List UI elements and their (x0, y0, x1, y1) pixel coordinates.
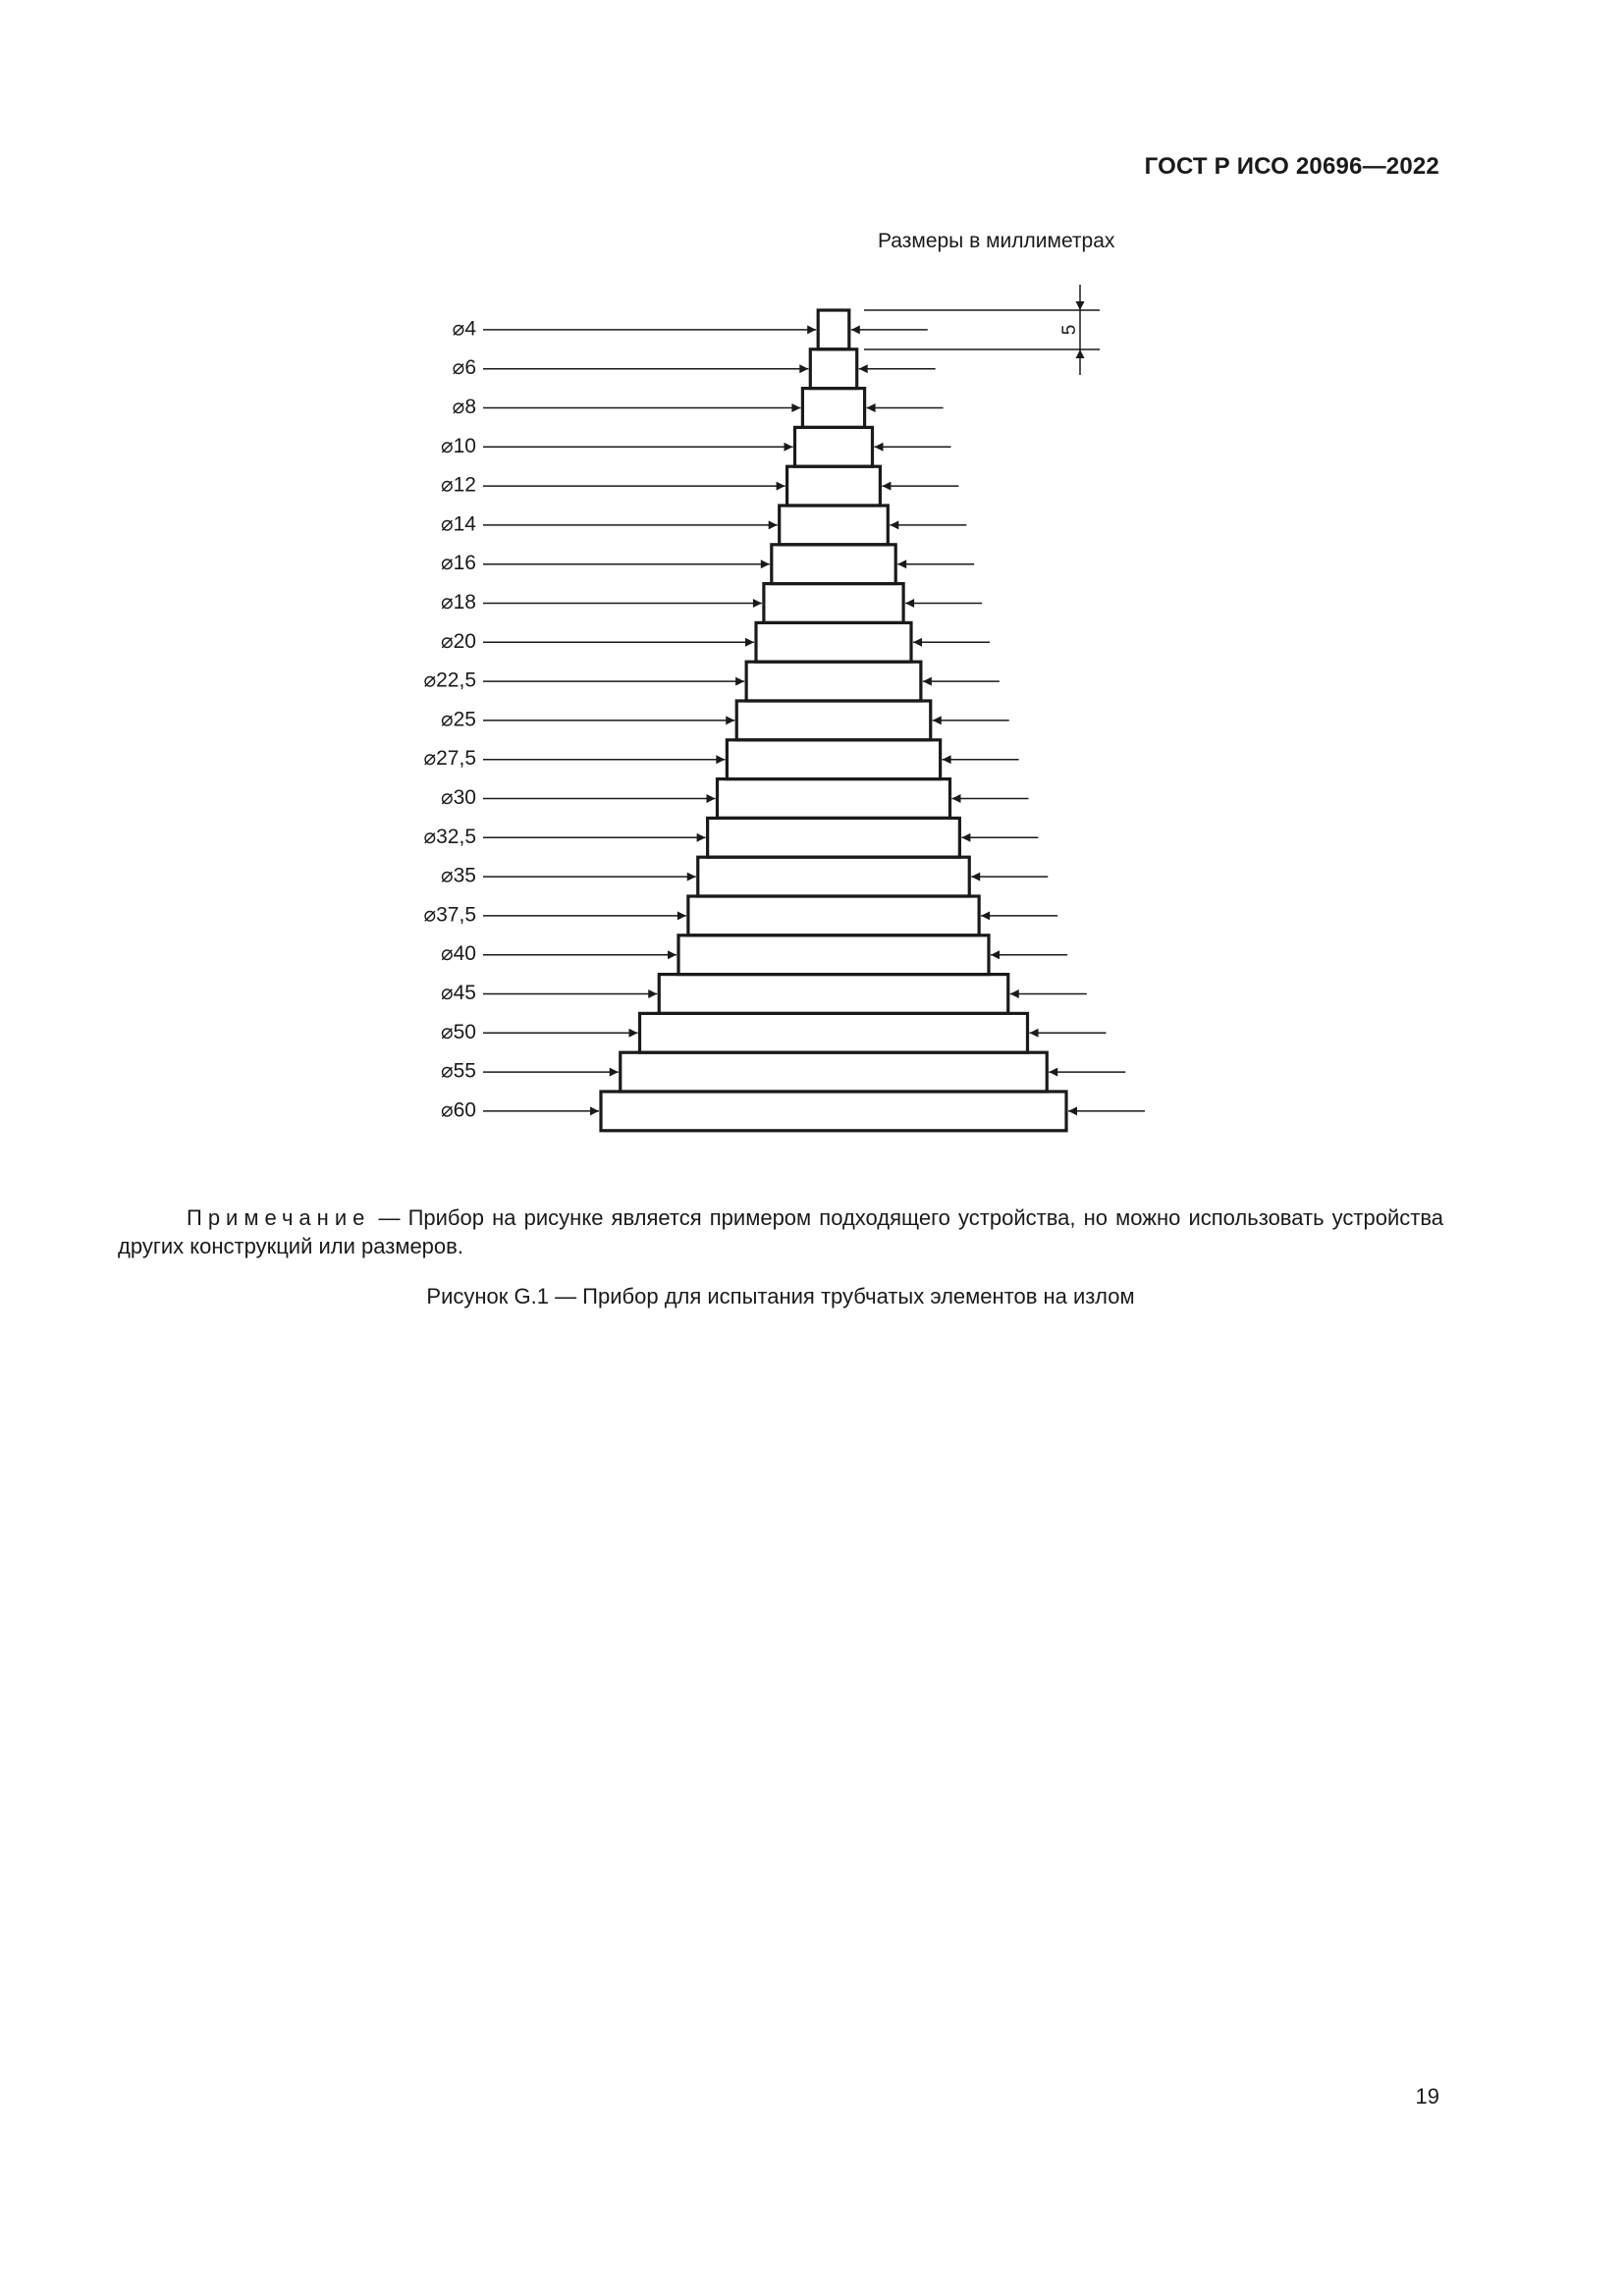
diameter-label: ⌀50 (440, 1020, 476, 1043)
diameter-label: ⌀27,5 (423, 747, 476, 771)
mandrel-step (764, 584, 903, 623)
diameter-label: ⌀40 (440, 942, 476, 966)
mandrel-step (727, 740, 940, 779)
diameter-label: ⌀16 (440, 552, 476, 575)
figure-caption: Рисунок G.1 — Прибор для испытания трубчатых элементов на излом (426, 1284, 1135, 1308)
mandrel-step (708, 818, 960, 857)
diameter-label: ⌀60 (440, 1098, 476, 1122)
mandrel-step (698, 857, 970, 896)
mandrel-step (787, 466, 881, 506)
step-height-label: 5 (1059, 324, 1081, 336)
units-note: Размеры в миллиметрах (878, 230, 1115, 252)
mandrel-step (688, 896, 979, 935)
diameter-label: ⌀6 (452, 356, 476, 380)
mandrel-step (678, 935, 989, 975)
diameter-label: ⌀37,5 (423, 903, 476, 927)
mandrel-step (795, 427, 873, 466)
diameter-label: ⌀45 (440, 982, 476, 1005)
mandrel-step (659, 975, 1008, 1014)
mandrel-step (802, 389, 864, 428)
mandrel-step (736, 701, 931, 740)
note-text: — Прибор на рисунке является примером подходящего устройства, но можно использовать устройства других конструкций или размеров. (118, 1205, 1443, 1258)
mandrel-step (621, 1052, 1048, 1092)
diameter-label: ⌀22,5 (423, 668, 476, 692)
mandrel-step (718, 779, 950, 819)
mandrel-step (601, 1092, 1066, 1131)
mandrel-step (780, 506, 889, 545)
diameter-label: ⌀25 (440, 708, 476, 731)
mandrel-step (772, 545, 895, 584)
diameter-label: ⌀55 (440, 1059, 476, 1083)
mandrel-step (810, 349, 856, 389)
diameter-label: ⌀8 (452, 396, 476, 419)
diameter-label: ⌀32,5 (423, 825, 476, 848)
mandrel-step (756, 622, 911, 662)
page-number: 19 (1415, 2084, 1439, 2109)
mandrel-step (640, 1013, 1028, 1052)
mandrel-step (818, 310, 849, 349)
note-label: Примечание (187, 1205, 371, 1230)
document-id: ГОСТ Р ИСО 20696—2022 (1144, 153, 1439, 180)
figure-note (118, 1203, 1443, 1260)
diameter-label: ⌀12 (440, 473, 476, 497)
diameter-label: ⌀4 (452, 317, 476, 341)
diameter-label: ⌀10 (440, 434, 476, 457)
diameter-label: ⌀14 (440, 512, 476, 536)
diameter-label: ⌀35 (440, 864, 476, 887)
mandrel-step (746, 662, 921, 701)
diameter-label: ⌀30 (440, 786, 476, 810)
diameter-label: ⌀18 (440, 591, 476, 614)
diameter-label: ⌀20 (440, 629, 476, 653)
